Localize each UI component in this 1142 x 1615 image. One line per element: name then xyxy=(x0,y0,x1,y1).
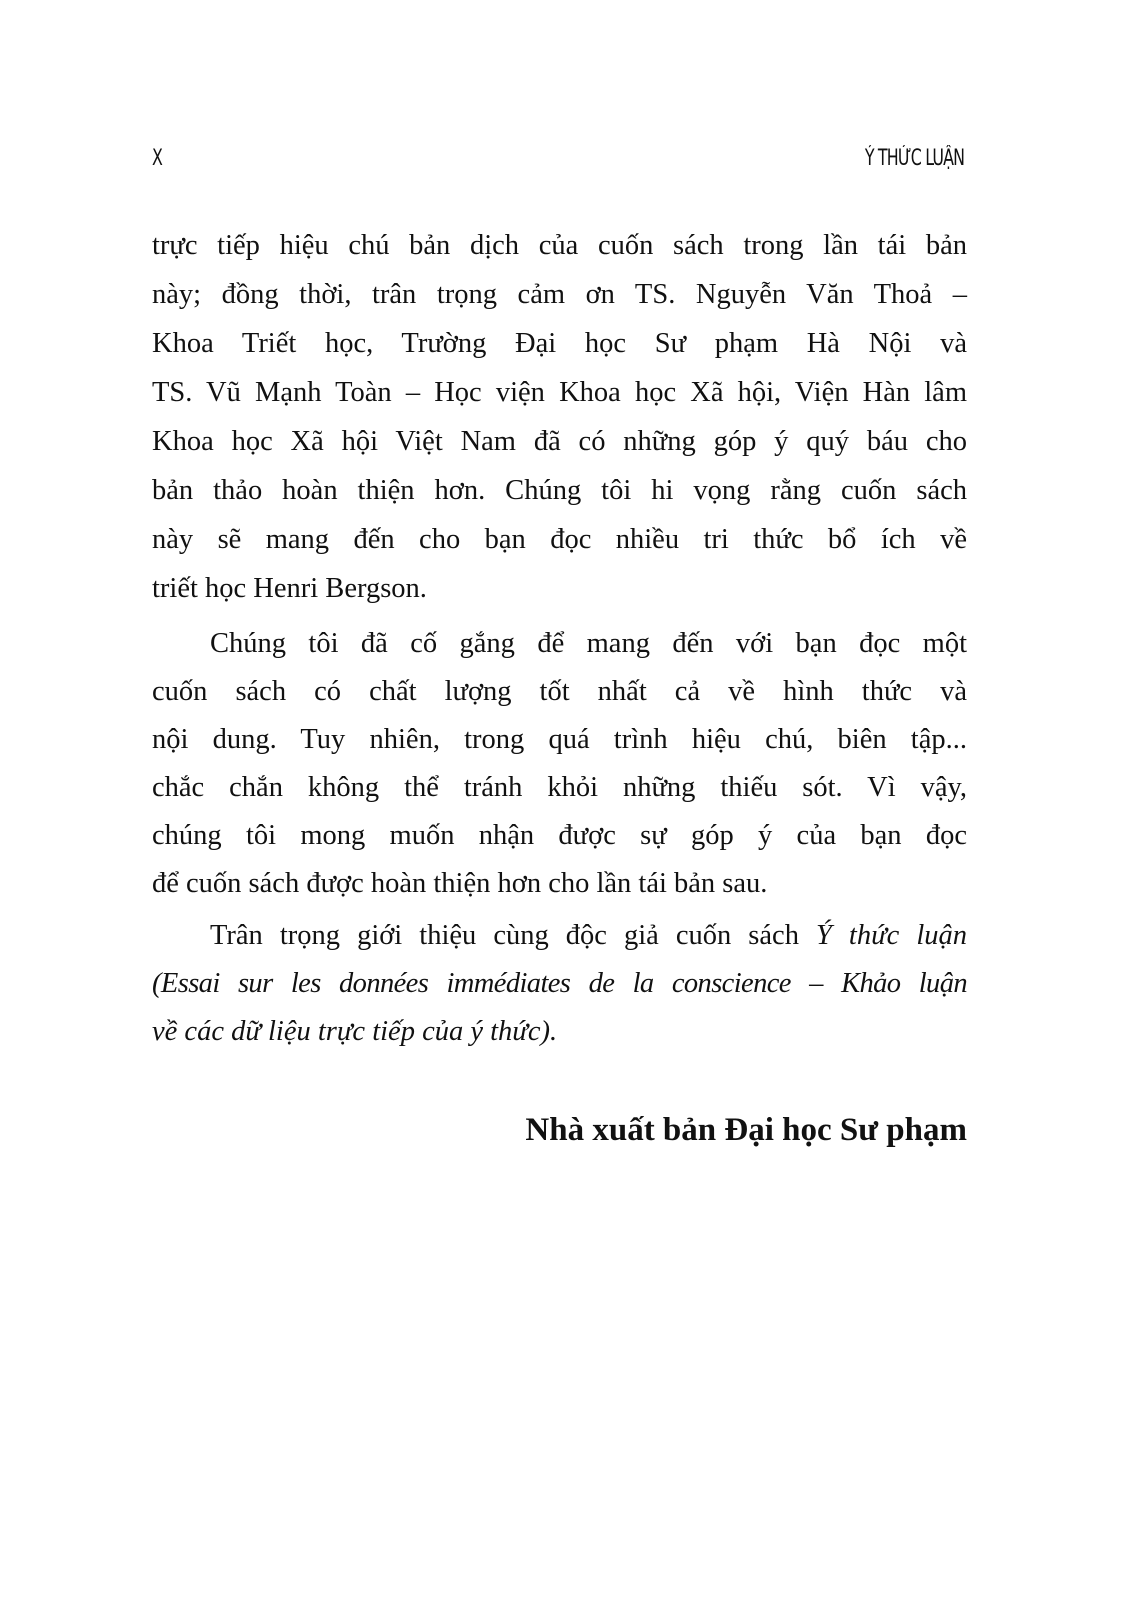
publisher-signature: Nhà xuất bản Đại học Sư phạm xyxy=(525,1112,967,1148)
text-line: để cuốn sách được hoàn thiện hơn cho lần tái bản sau. xyxy=(152,868,768,899)
running-title: Ý THỨC LUẬN xyxy=(864,146,964,171)
text-line: cuốn sách có chất lượng tốt nhất cả về hình thức và xyxy=(152,676,967,707)
text-plain: Trân trọng giới thiệu cùng độc giả cuốn sách xyxy=(210,920,799,951)
text-line: này sẽ mang đến cho bạn đọc nhiều tri thức bổ ích về xyxy=(152,524,967,555)
text-line: nội dung. Tuy nhiên, trong quá trình hiệu chú, biên tập... xyxy=(152,724,967,755)
text-line: này; đồng thời, trân trọng cảm ơn TS. Nguyễn Văn Thoả – xyxy=(152,279,967,310)
text-line: chúng tôi mong muốn nhận được sự góp ý của bạn đọc xyxy=(152,820,967,851)
text-line: TS. Vũ Mạnh Toàn – Học viện Khoa học Xã hội, Viện Hàn lâm xyxy=(152,377,967,408)
text-line: Khoa Triết học, Trường Đại học Sư phạm Hà Nội và xyxy=(152,328,967,359)
book-title: Ý thức luận xyxy=(816,920,968,951)
text-line: trực tiếp hiệu chú bản dịch của cuốn sách trong lần tái bản xyxy=(152,230,967,261)
text-line: về các dữ liệu trực tiếp của ý thức). xyxy=(152,1016,558,1047)
text-line: bản thảo hoàn thiện hơn. Chúng tôi hi vọng rằng cuốn sách xyxy=(152,475,967,506)
text-line: (Essai sur les données immédiates de la conscience – Khảo luận xyxy=(152,968,967,999)
text-line: Chúng tôi đã cố gắng để mang đến với bạn đọc một xyxy=(210,628,967,659)
page-number: X xyxy=(152,146,163,171)
text-line xyxy=(210,919,967,953)
text-line: chắc chắn không thể tránh khỏi những thiếu sót. Vì vậy, xyxy=(152,772,967,803)
text-line: triết học Henri Bergson. xyxy=(152,573,427,604)
text-line: Khoa học Xã hội Việt Nam đã có những góp ý quý báu cho xyxy=(152,426,967,457)
